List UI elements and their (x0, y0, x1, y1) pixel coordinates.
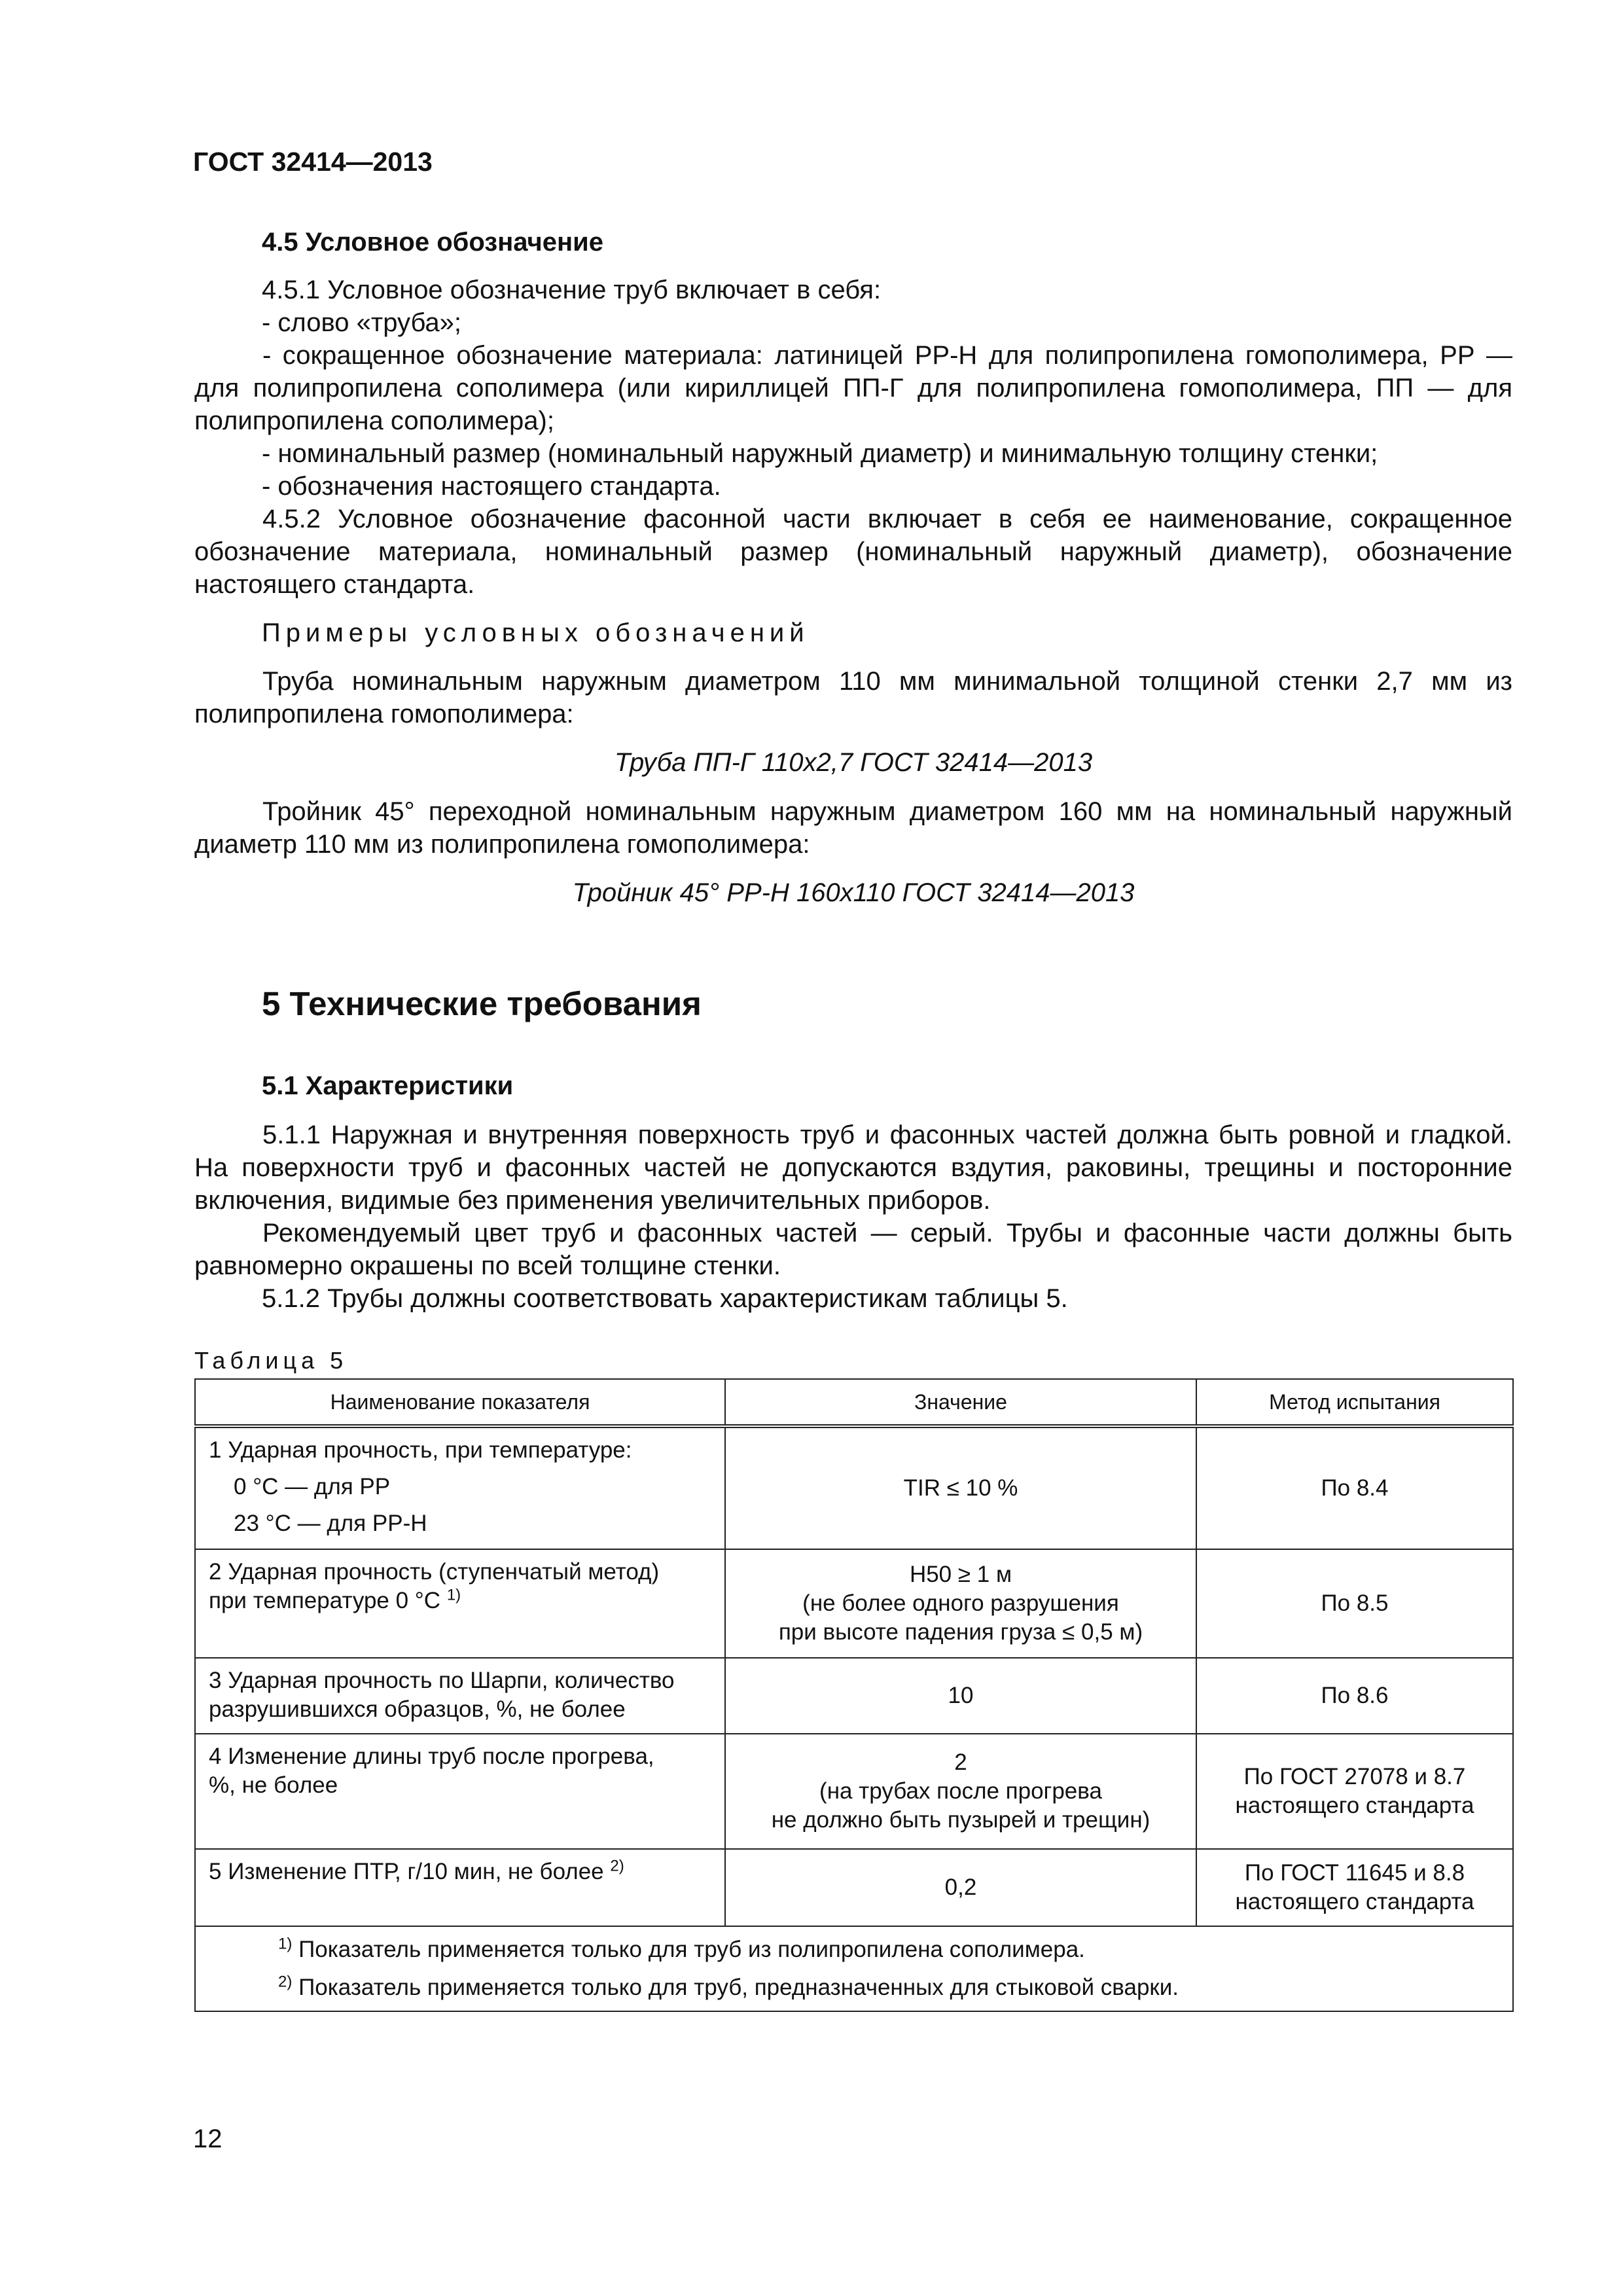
cell-text: 2 Ударная прочность (ступенчатый метод) (209, 1559, 660, 1585)
table-row (195, 1734, 1513, 1849)
table-row (195, 1426, 1513, 1549)
cell-text: разрушившихся образцов, %, не более (209, 1696, 626, 1722)
cell-name (195, 1426, 725, 1549)
column-header-name: Наименование показателя (195, 1379, 725, 1426)
cell-value (725, 1849, 1196, 1926)
list-item-4: - обозначения настоящего стандарта. (262, 472, 721, 501)
cell-text: 2 (954, 1749, 967, 1775)
table-header-row (195, 1379, 1513, 1426)
cell-text: при температуре 0 °С (209, 1588, 441, 1613)
cell-text: TIR ≤ 10 % (903, 1475, 1018, 1501)
list-item-2: - сокращенное обозначение материала: латиницей РР-Н для полипропилена гомополимера, РР — для полипропилена сополимера (или кириллицей ПП-Г для полипропилена гомополимера, ПП — для полипропилена сополимера); (194, 341, 1512, 435)
list-item-3: - номинальный размер (номинальный наружный диаметр) и минимальную толщину стенки; (262, 439, 1378, 468)
paragraph-5-1-1: 5.1.1 Наружная и внутренняя поверхность труб и фасонных частей должна быть ровной и гладкой. На поверхности труб и фасонных частей не допускаются вздутия, раковины, трещины и посторонние включения, видимые без применения увеличительных приборов. (194, 1121, 1512, 1215)
cell-text: при высоте падения груза ≤ 0,5 м) (778, 1619, 1143, 1645)
examples-title: Примеры условных обозначений (262, 619, 810, 647)
cell-name (195, 1658, 725, 1734)
column-header-method: Метод испытания (1196, 1379, 1513, 1426)
section-5-title: 5 Технические требования (262, 985, 702, 1022)
cell-name (195, 1734, 725, 1849)
cell-text: 1 Ударная прочность, при температуре: (209, 1437, 632, 1463)
footnote-marker: 2) (278, 1973, 293, 1991)
cell-text: 23 °С — для РР-Н (234, 1511, 427, 1536)
cell-value (725, 1549, 1196, 1658)
footnote-marker: 2) (610, 1857, 624, 1875)
cell-text: По ГОСТ 27078 и 8.7 (1243, 1764, 1466, 1789)
cell-text: настоящего стандарта (1235, 1889, 1474, 1914)
cell-text: %, не более (209, 1772, 338, 1798)
example-2-designation: Тройник 45° РР-Н 160х110 ГОСТ 32414—2013 (572, 878, 1135, 907)
cell-text: не должно быть пузырей и трещин) (771, 1807, 1150, 1833)
cell-text: (не более одного разрушения (802, 1590, 1119, 1616)
cell-value (725, 1734, 1196, 1849)
table-row (195, 1549, 1513, 1658)
table-footnotes (195, 1926, 1513, 2011)
document-header: ГОСТ 32414—2013 (193, 147, 433, 177)
column-header-value: Значение (725, 1379, 1196, 1426)
paragraph-4-5-1: 4.5.1 Условное обозначение труб включает в себя: (262, 276, 882, 304)
cell-text: По 8.5 (1321, 1590, 1389, 1616)
cell-text: 5 Изменение ПТР, г/10 мин, не более (209, 1859, 604, 1884)
paragraph-5-1-2: 5.1.2 Трубы должны соответствовать характеристикам таблицы 5. (262, 1284, 1068, 1313)
cell-text: H50 ≥ 1 м (909, 1562, 1012, 1587)
cell-text: 0 °С — для РР (234, 1474, 391, 1499)
cell-method (1196, 1849, 1513, 1926)
paragraph-color: Рекомендуемый цвет труб и фасонных частей — серый. Трубы и фасонные части должны быть равномерно окрашены по всей толщине стенки. (194, 1219, 1512, 1280)
footnote-text: Показатель применяется только для труб из полипропилена сополимера. (298, 1937, 1085, 1962)
section-5-1-title: 5.1 Характеристики (262, 1071, 514, 1100)
cell-text: (на трубах после прогрева (819, 1778, 1102, 1804)
example-1-text: Труба номинальным наружным диаметром 110 мм минимальной толщиной стенки 2,7 мм из полипропилена гомополимера: (194, 667, 1512, 728)
footnote-marker: 1) (278, 1935, 293, 1953)
footnote-marker: 1) (446, 1586, 461, 1604)
cell-text: 0,2 (944, 1874, 977, 1900)
cell-text: По 8.4 (1321, 1475, 1389, 1501)
section-4-5-title: 4.5 Условное обозначение (262, 228, 603, 257)
cell-text: 3 Ударная прочность по Шарпи, количество (209, 1668, 675, 1693)
cell-method (1196, 1426, 1513, 1549)
cell-name (195, 1849, 725, 1926)
table-caption: Таблица 5 (194, 1347, 348, 1374)
list-item-1: - слово «труба»; (262, 308, 462, 337)
table-footnotes-row (195, 1926, 1513, 2011)
cell-text: 10 (948, 1683, 974, 1708)
cell-text: По ГОСТ 11645 и 8.8 (1244, 1860, 1465, 1886)
cell-name (195, 1549, 725, 1658)
cell-text: настоящего стандарта (1235, 1793, 1474, 1818)
paragraph-4-5-2: 4.5.2 Условное обозначение фасонной части включает в себя ее наименование, сокращенное обозначение материала, номинальный размер (номинальный наружный диаметр), обозначение настоящего стандарта. (194, 505, 1512, 599)
cell-value (725, 1658, 1196, 1734)
page-number: 12 (193, 2125, 223, 2153)
table-row (195, 1849, 1513, 1926)
cell-text: По 8.6 (1321, 1683, 1389, 1708)
table-5 (194, 1378, 1514, 2012)
footnote-1 (278, 1931, 1499, 1969)
cell-text: 4 Изменение длины труб после прогрева, (209, 1744, 654, 1769)
cell-method (1196, 1658, 1513, 1734)
footnote-2 (278, 1969, 1499, 2007)
footnote-text: Показатель применяется только для труб, предназначенных для стыковой сварки. (298, 1975, 1179, 2000)
table-row (195, 1658, 1513, 1734)
cell-method (1196, 1549, 1513, 1658)
example-1-designation: Труба ПП-Г 110х2,7 ГОСТ 32414—2013 (614, 748, 1093, 777)
example-2-text: Тройник 45° переходной номинальным наружным диаметром 160 мм на номинальный наружный диаметр 110 мм из полипропилена гомополимера: (194, 797, 1512, 859)
cell-value (725, 1426, 1196, 1549)
cell-method (1196, 1734, 1513, 1849)
